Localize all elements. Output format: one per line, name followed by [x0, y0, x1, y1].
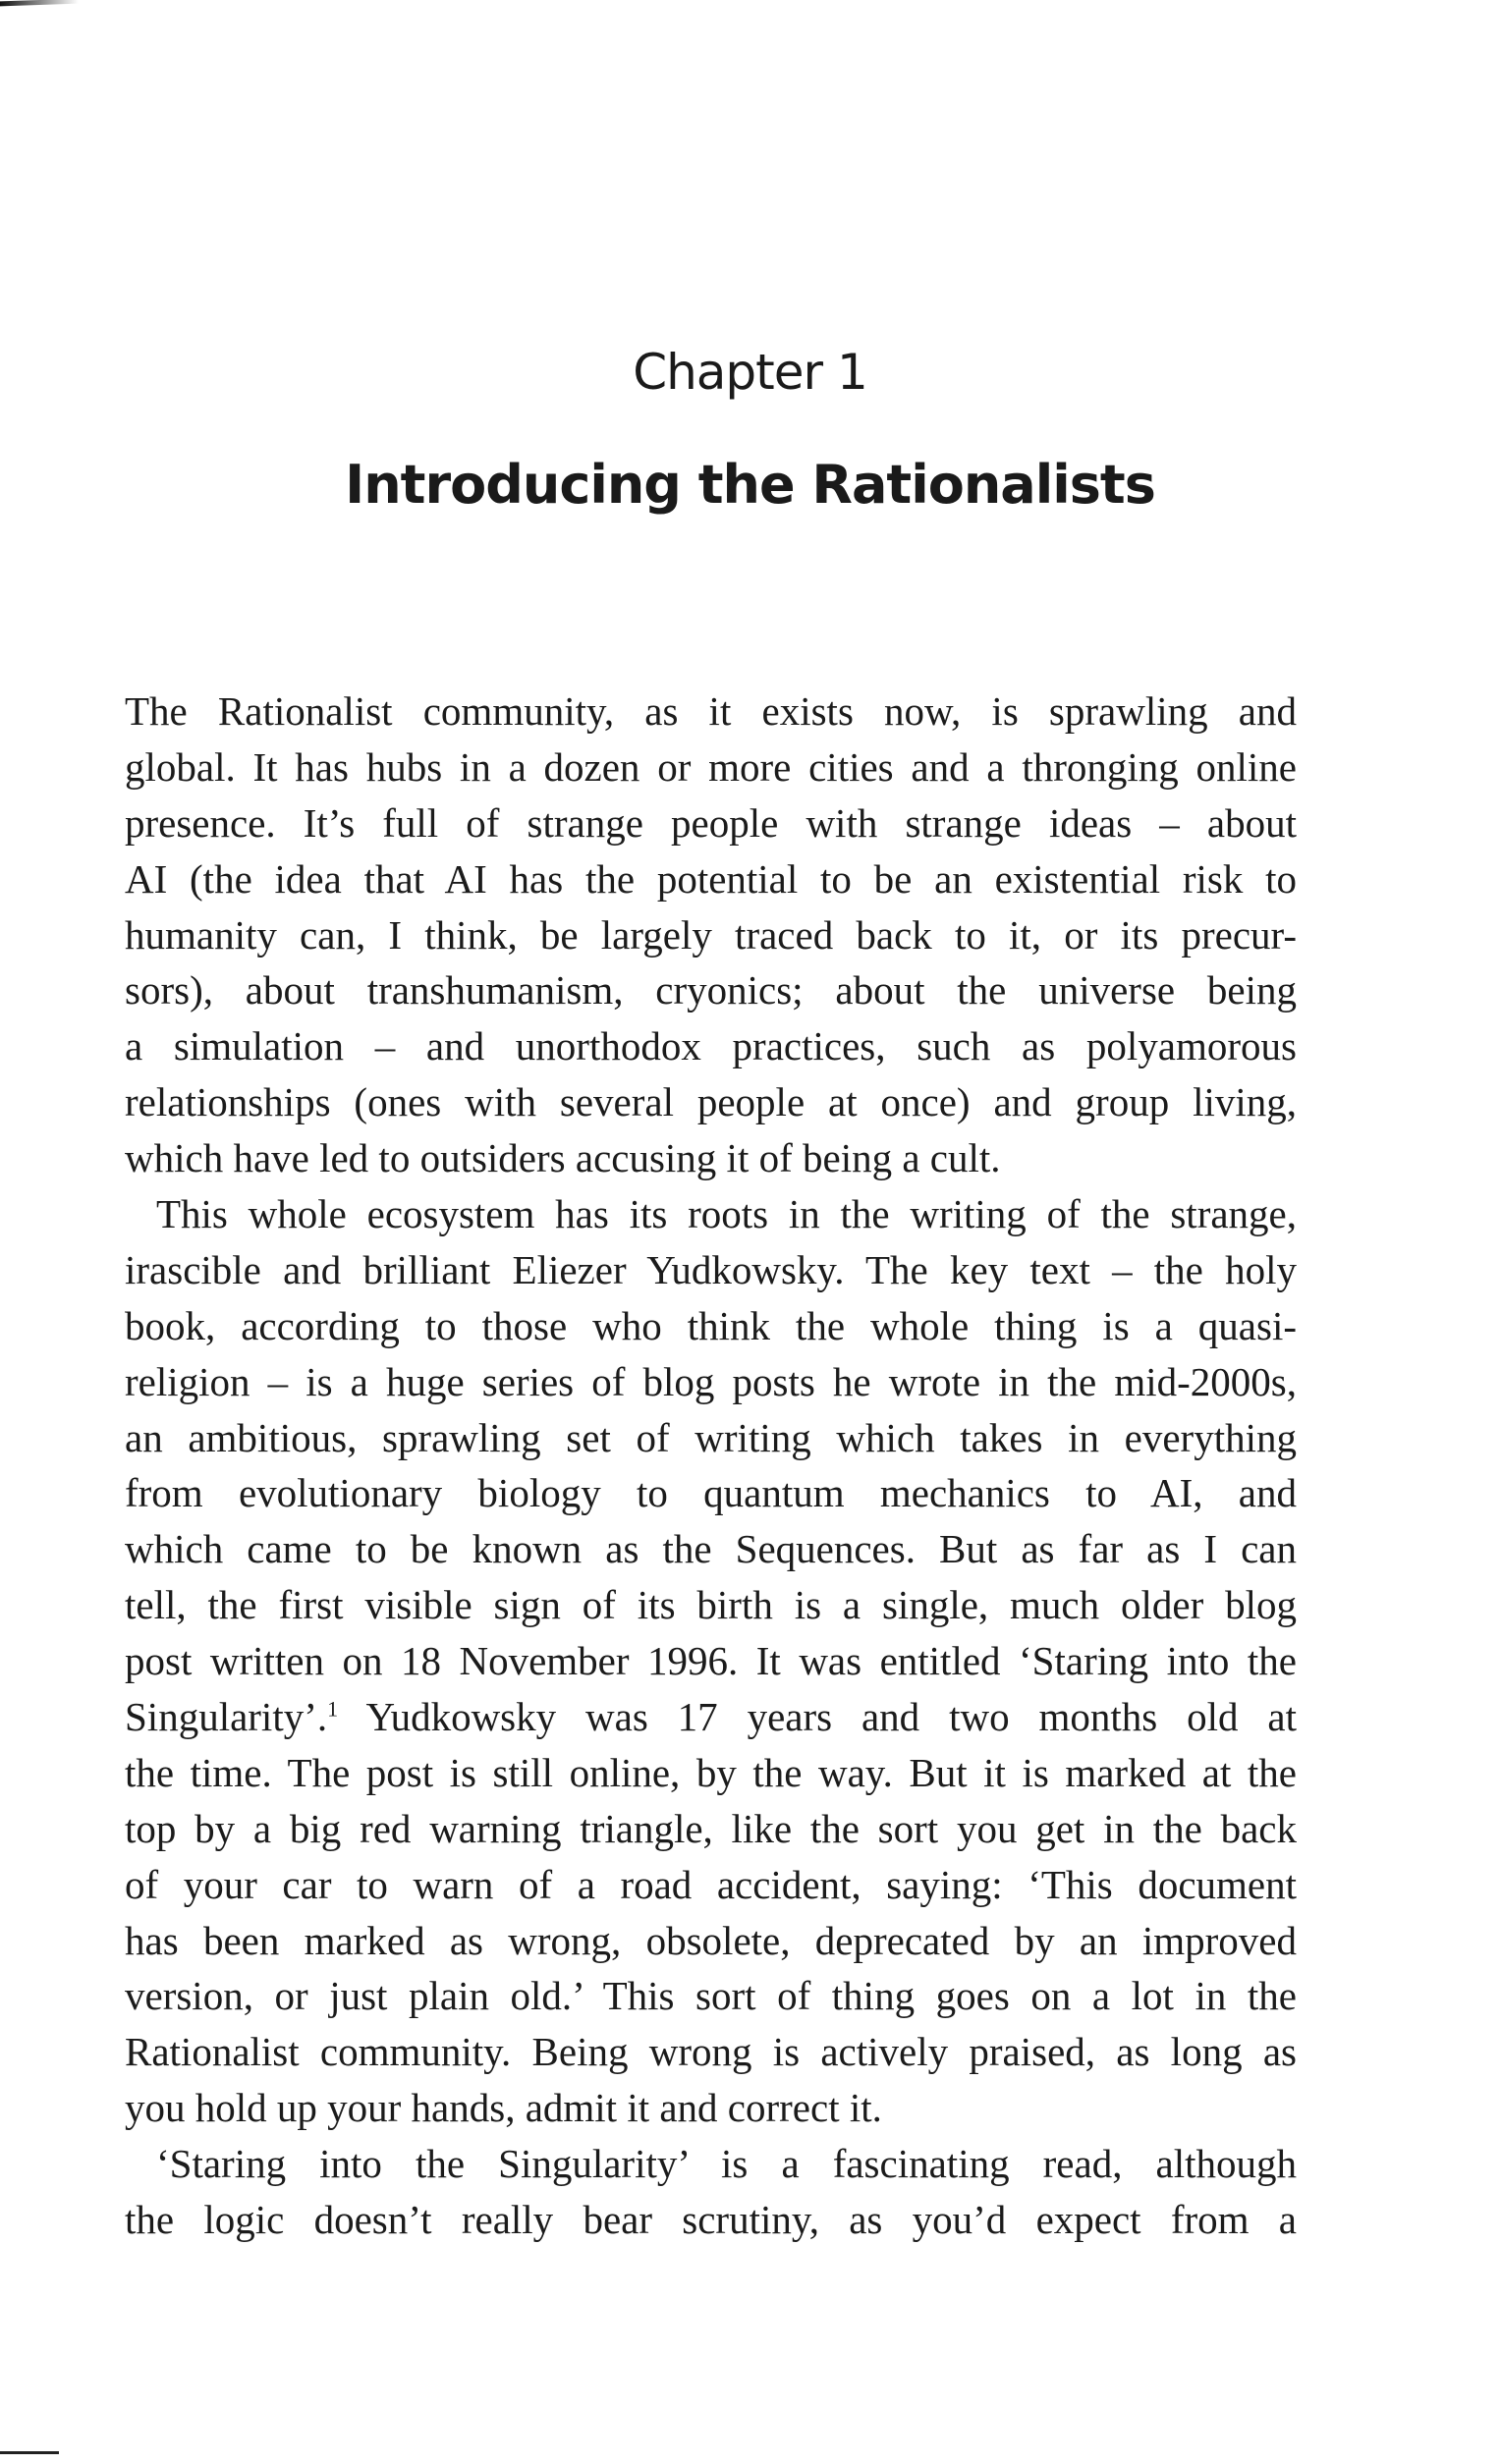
text-line: an ambitious, sprawling set of writing which takes in everything [125, 1414, 1297, 1460]
text-line: The Rationalist community, as it exists now, is sprawling and [125, 688, 1297, 734]
scan-edge-mark [0, 2451, 59, 2454]
text-line: top by a big red warning triangle, like the sort you get in the back [125, 1805, 1297, 1851]
text-line: irascible and brilliant Eliezer Yudkowsky. The key text – the holy [125, 1246, 1297, 1292]
text-line: from evolutionary biology to quantum mechanics to AI, and [125, 1470, 1297, 1516]
footnote-marker[interactable]: 1 [327, 1696, 339, 1722]
text-line: AI (the idea that AI has the potential to be an existential risk to [125, 855, 1297, 902]
text-line: of your car to warn of a road accident, saying: ‘This document [125, 1861, 1297, 1907]
text-line: This whole ecosystem has its roots in the writing of the strange, [156, 1191, 1297, 1237]
text-line: the time. The post is still online, by the way. But it is marked at the [125, 1749, 1297, 1795]
text-line: humanity can, I think, be largely traced back to it, or its precur- [125, 911, 1297, 958]
chapter-title: Introducing the Rationalists [345, 454, 1155, 516]
text-line: global. It has hubs in a dozen or more cities and a thronging online [125, 743, 1297, 790]
text-line: a simulation – and unorthodox practices, such as polyamorous [125, 1023, 1297, 1069]
text-line: book, according to those who think the whole thing is a quasi- [125, 1302, 1297, 1348]
text-line: presence. It’s full of strange people with strange ideas – about [125, 799, 1297, 846]
text-line: relationships (ones with several people at once) and group living, [125, 1079, 1297, 1125]
text-segment: Yudkowsky was 17 years and two months old at [338, 1694, 1297, 1740]
body-text [125, 684, 1297, 2248]
text-line: the logic doesn’t really bear scrutiny, as you’d expect from a [125, 2197, 1297, 2243]
paragraph [125, 2136, 1297, 2248]
paragraph [125, 684, 1297, 1186]
text-line: post written on 18 November 1996. It was entitled ‘Staring into the [125, 1638, 1297, 1684]
text-line: ‘Staring into the Singularity’ is a fascinating read, although [156, 2141, 1297, 2187]
text-line: tell, the first visible sign of its birth is a single, much older blog [125, 1582, 1297, 1628]
text-segment: Singularity’. [125, 1694, 328, 1740]
chapter-number: Chapter 1 [633, 344, 867, 401]
text-line: religion – is a huge series of blog posts he wrote in the mid-2000s, [125, 1358, 1297, 1404]
text-line: which came to be known as the Sequences. But as far as I can [125, 1526, 1297, 1572]
text-line: version, or just plain old.’ This sort of thing goes on a lot in the [125, 1973, 1297, 2019]
text-line: which have led to outsiders accusing it of being a cult. [125, 1135, 1001, 1181]
text-line: you hold up your hands, admit it and correct it. [125, 2085, 882, 2131]
text-line: sors), about transhumanism, cryonics; about the universe being [125, 967, 1297, 1013]
text-line: Rationalist community. Being wrong is actively praised, as long as [125, 2029, 1297, 2075]
scan-edge-shadow [0, 0, 79, 6]
text-line-with-footnote [125, 1689, 1297, 1745]
text-line: has been marked as wrong, obsolete, deprecated by an improved [125, 1917, 1297, 1963]
paragraph [125, 1186, 1297, 2136]
